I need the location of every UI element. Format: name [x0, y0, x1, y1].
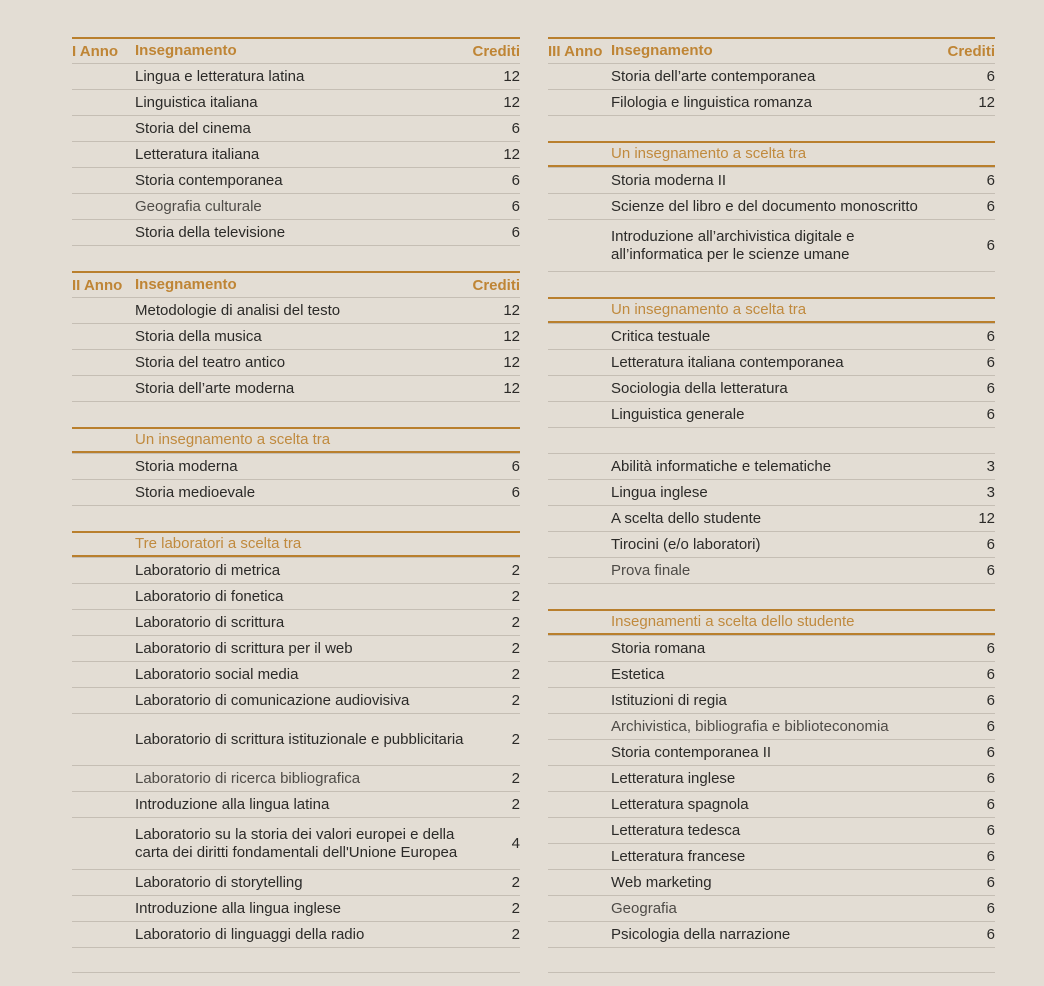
course-credits: 12	[503, 328, 520, 345]
year-label: III Anno	[548, 42, 603, 60]
course-name: Introduzione all’archivistica digitale e all’informatica per le scienze umane	[611, 227, 855, 263]
table-row	[72, 557, 520, 583]
third-year-table	[548, 37, 995, 973]
spacer-row	[548, 427, 995, 453]
table-row	[72, 141, 520, 167]
year-header-row	[72, 271, 520, 297]
course-credits: 6	[986, 380, 995, 397]
spacer-row	[548, 271, 995, 297]
course-credits: 6	[986, 926, 995, 943]
table-row	[548, 661, 995, 687]
course-name: Laboratorio di scrittura	[135, 613, 285, 631]
course-name: Linguistica generale	[611, 405, 745, 423]
course-name: Istituzioni di regia	[611, 691, 727, 709]
course-credits: 6	[986, 536, 995, 553]
course-name: Storia del teatro antico	[135, 353, 286, 371]
course-name: Storia contemporanea II	[611, 743, 772, 761]
table-row	[72, 921, 520, 947]
course-credits: 2	[511, 692, 520, 709]
course-name: Letteratura tedesca	[611, 821, 741, 839]
spacer-row	[548, 115, 995, 141]
course-name: Storia moderna	[135, 457, 238, 475]
course-name: Letteratura inglese	[611, 769, 736, 787]
section-title: Un insegnamento a scelta tra	[135, 431, 331, 448]
table-row	[548, 479, 995, 505]
course-credits: 3	[986, 484, 995, 501]
course-name: Storia contemporanea	[135, 171, 283, 189]
course-credits: 2	[511, 640, 520, 657]
table-row	[72, 219, 520, 245]
table-row	[72, 869, 520, 895]
course-name: A scelta dello studente	[611, 509, 762, 527]
course-credits: 2	[511, 562, 520, 579]
course-credits: 6	[986, 354, 995, 371]
course-name: Geografia	[611, 899, 677, 917]
course-credits: 6	[986, 640, 995, 657]
course-credits: 6	[986, 770, 995, 787]
course-credits: 6	[986, 874, 995, 891]
table-row	[548, 193, 995, 219]
course-credits: 6	[986, 692, 995, 709]
table-row	[548, 375, 995, 401]
column-header-course: Insegnamento	[135, 276, 237, 293]
course-credits: 6	[986, 562, 995, 579]
table-row	[72, 609, 520, 635]
table-row	[548, 63, 995, 89]
course-credits: 2	[511, 588, 520, 605]
table-row	[548, 219, 995, 271]
course-credits: 6	[986, 328, 995, 345]
year-header-row	[72, 37, 520, 63]
course-credits: 12	[978, 510, 995, 527]
course-name: Tirocini (e/o laboratori)	[611, 535, 761, 553]
table-row	[72, 63, 520, 89]
section-title: Tre laboratori a scelta tra	[135, 535, 302, 552]
year-header-row	[548, 37, 995, 63]
course-credits: 2	[511, 926, 520, 943]
table-row	[548, 89, 995, 115]
course-name: Introduzione alla lingua inglese	[135, 899, 341, 917]
course-name: Storia romana	[611, 639, 706, 657]
table-row	[548, 687, 995, 713]
course-credits: 12	[503, 68, 520, 85]
course-name: Laboratorio su la storia dei valori europei e della carta dei diritti fondamentali dell'Unione Europea	[135, 825, 458, 861]
course-credits: 6	[986, 198, 995, 215]
course-name: Laboratorio di storytelling	[135, 873, 303, 891]
section-header-row	[548, 609, 995, 635]
table-row	[72, 895, 520, 921]
course-credits: 12	[978, 94, 995, 111]
course-name: Storia moderna II	[611, 171, 727, 189]
course-name: Prova finale	[611, 561, 691, 579]
column-header-credits: Crediti	[472, 42, 520, 60]
course-credits: 6	[986, 848, 995, 865]
table-row	[72, 791, 520, 817]
course-credits: 6	[986, 744, 995, 761]
section-title: Un insegnamento a scelta tra	[611, 301, 807, 318]
course-credits: 2	[511, 796, 520, 813]
table-row	[72, 583, 520, 609]
course-name: Laboratorio di scrittura per il web	[135, 639, 353, 657]
course-name: Storia medioevale	[135, 483, 256, 501]
course-credits: 6	[986, 406, 995, 423]
course-credits: 2	[511, 614, 520, 631]
column-header-course: Insegnamento	[611, 42, 713, 59]
table-row	[72, 323, 520, 349]
course-name: Metodologie di analisi del testo	[135, 301, 341, 319]
table-row	[72, 765, 520, 791]
course-credits: 6	[986, 172, 995, 189]
table-row	[548, 635, 995, 661]
spacer-row	[72, 401, 520, 427]
course-name: Laboratorio di linguaggi della radio	[135, 925, 365, 943]
course-credits: 6	[986, 68, 995, 85]
course-name: Lingua e letteratura latina	[135, 67, 305, 85]
table-row	[548, 323, 995, 349]
course-credits: 6	[511, 484, 520, 501]
course-credits: 6	[986, 900, 995, 917]
course-credits: 2	[511, 900, 520, 917]
year-label: II Anno	[72, 276, 123, 294]
table-row	[72, 661, 520, 687]
spacer-row	[72, 947, 520, 973]
course-name: Laboratorio di metrica	[135, 561, 281, 579]
table-row	[548, 739, 995, 765]
course-name: Geografia culturale	[135, 197, 262, 215]
course-credits: 12	[503, 354, 520, 371]
column-header-credits: Crediti	[947, 42, 995, 60]
course-name: Letteratura spagnola	[611, 795, 749, 813]
table-row	[548, 505, 995, 531]
course-name: Laboratorio di comunicazione audiovisiva	[135, 691, 410, 709]
column-header-course: Insegnamento	[135, 42, 237, 59]
table-row	[548, 895, 995, 921]
table-row	[548, 869, 995, 895]
table-row	[548, 531, 995, 557]
course-name: Letteratura italiana	[135, 145, 260, 163]
spacer-row	[548, 583, 995, 609]
course-credits: 12	[503, 94, 520, 111]
course-credits: 6	[986, 822, 995, 839]
course-name: Sociologia della letteratura	[611, 379, 788, 397]
table-row	[72, 349, 520, 375]
course-name: Storia della televisione	[135, 223, 286, 241]
section-header-row	[72, 427, 520, 453]
course-name: Scienze del libro e del documento monoscritto	[611, 197, 918, 215]
first-second-year-table	[72, 37, 520, 973]
course-credits: 2	[511, 770, 520, 787]
column-header-credits: Crediti	[472, 276, 520, 294]
course-name: Filologia e linguistica romanza	[611, 93, 812, 111]
course-credits: 2	[511, 731, 520, 748]
course-credits: 6	[986, 237, 995, 254]
section-header-row	[548, 141, 995, 167]
course-name: Web marketing	[611, 873, 712, 891]
table-row	[548, 791, 995, 817]
table-row	[72, 375, 520, 401]
table-row	[548, 921, 995, 947]
course-credits: 2	[511, 874, 520, 891]
course-name: Letteratura italiana contemporanea	[611, 353, 844, 371]
course-name: Archivistica, bibliografia e biblioteconomia	[611, 717, 889, 735]
table-row	[72, 453, 520, 479]
table-row	[548, 713, 995, 739]
table-row	[72, 817, 520, 869]
course-credits: 2	[511, 666, 520, 683]
course-credits: 6	[511, 172, 520, 189]
section-header-row	[548, 297, 995, 323]
course-credits: 6	[986, 718, 995, 735]
course-name: Storia dell’arte contemporanea	[611, 67, 816, 85]
table-row	[548, 349, 995, 375]
year-label: I Anno	[72, 42, 119, 60]
table-row	[548, 765, 995, 791]
table-row	[72, 167, 520, 193]
spacer-row	[548, 947, 995, 973]
course-name: Laboratorio social media	[135, 665, 299, 683]
course-name: Linguistica italiana	[135, 93, 258, 111]
course-name: Laboratorio di fonetica	[135, 587, 284, 605]
table-row	[72, 89, 520, 115]
section-title: Insegnamenti a scelta dello studente	[611, 613, 855, 630]
course-name: Storia dell’arte moderna	[135, 379, 295, 397]
course-credits: 12	[503, 380, 520, 397]
course-credits: 6	[511, 458, 520, 475]
course-credits: 6	[511, 198, 520, 215]
table-row	[72, 479, 520, 505]
section-title: Un insegnamento a scelta tra	[611, 145, 807, 162]
course-name: Storia del cinema	[135, 119, 251, 137]
table-row	[548, 167, 995, 193]
course-credits: 12	[503, 146, 520, 163]
course-name: Lingua inglese	[611, 483, 708, 501]
course-name: Letteratura francese	[611, 847, 746, 865]
table-row	[72, 193, 520, 219]
course-credits: 6	[986, 796, 995, 813]
table-row	[72, 297, 520, 323]
table-row	[72, 687, 520, 713]
course-name: Estetica	[611, 665, 665, 683]
table-row	[72, 635, 520, 661]
table-row	[72, 713, 520, 765]
course-credits: 4	[511, 835, 520, 852]
table-row	[548, 817, 995, 843]
course-credits: 12	[503, 302, 520, 319]
course-name: Storia della musica	[135, 327, 262, 345]
course-credits: 6	[986, 666, 995, 683]
table-row	[548, 843, 995, 869]
course-name: Laboratorio di scrittura istituzionale e pubblicitaria	[135, 730, 464, 748]
course-name: Laboratorio di ricerca bibliografica	[135, 769, 361, 787]
table-row	[548, 453, 995, 479]
course-name: Introduzione alla lingua latina	[135, 795, 330, 813]
spacer-row	[72, 245, 520, 271]
spacer-row	[72, 505, 520, 531]
course-name: Psicologia della narrazione	[611, 925, 791, 943]
course-credits: 6	[511, 120, 520, 137]
table-row	[548, 401, 995, 427]
course-credits: 3	[986, 458, 995, 475]
course-name: Critica testuale	[611, 327, 711, 345]
table-row	[548, 557, 995, 583]
section-header-row	[72, 531, 520, 557]
table-row	[72, 115, 520, 141]
course-credits: 6	[511, 224, 520, 241]
course-name: Abilità informatiche e telematiche	[611, 457, 832, 475]
